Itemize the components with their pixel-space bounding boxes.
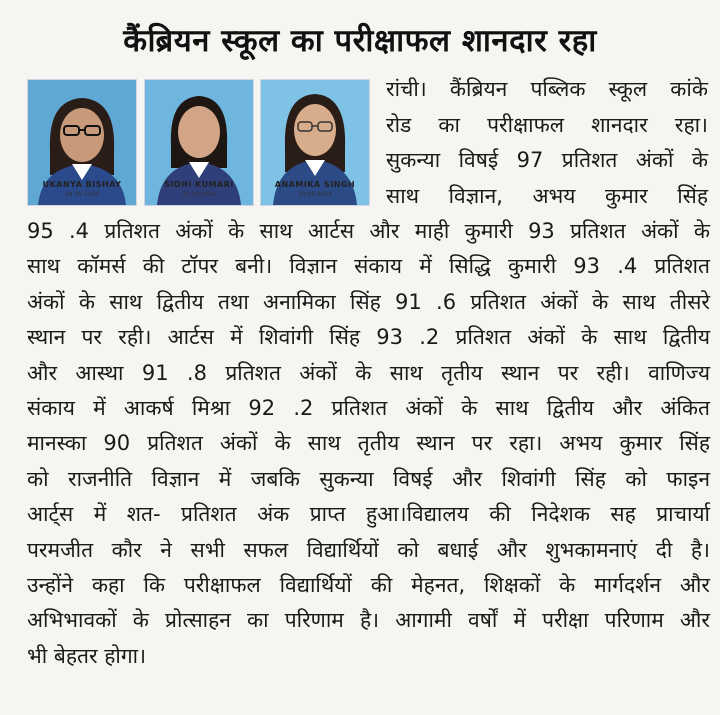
student-photo-3 <box>260 79 370 206</box>
intro-paragraph <box>386 72 708 214</box>
intro-line: रोड का परीक्षाफल शानदार रहा। <box>386 112 708 137</box>
student-photo-2 <box>144 79 254 206</box>
body-line: 95 .4 प्रतिशत अंकों के साथ आर्टस और माही कुमारी 93 प्रतिशत अंकों के <box>27 219 710 243</box>
headline: कैंब्रियन स्कूल का परीक्षाफल शानदार रहा <box>123 23 597 59</box>
body-line: संकाय में आकर्ष मिश्रा 92 .2 प्रतिशत अंकों के साथ द्वितीय और अंकित <box>27 396 710 421</box>
photo-date-2: 20.09.2024 <box>181 191 217 198</box>
body-line: मानस्का 90 प्रतिशत अंकों के साथ तृतीय स्थान पर रहा। अभय कुमार सिंह <box>27 431 710 456</box>
body-line: उन्होंने कहा कि परीक्षाफल विद्यार्थियों की मेहनत, शिक्षकों के मार्गदर्शन और <box>27 573 710 598</box>
photo-caption-2: SIDHI KUMARI <box>164 180 234 189</box>
body-line: अंकों के साथ द्वितीय तथा अनामिका सिंह 91 .6 प्रतिशत अंकों के साथ तीसरे <box>27 289 710 314</box>
photo-caption-1: UKANYA BISHAY <box>42 180 122 189</box>
photo-caption-3: ANAMIKA SINGH <box>274 180 356 189</box>
student-photos <box>27 79 377 204</box>
intro-line: साथ विज्ञान, अभय कुमार सिंह <box>386 183 708 208</box>
body-line: परमजीत कौर ने सभी सफल विद्यार्थियों को बधाई और शुभकामनाएं दी है। <box>27 537 710 562</box>
body-line: स्थान पर रही। आर्टस में शिवांगी सिंह 93 .2 प्रतिशत अंकों के साथ द्वितीय <box>27 325 710 350</box>
intro-line: सुकन्या विषई 97 प्रतिशत अंकों के <box>386 148 708 172</box>
photo-date-3: 20.09.2024 <box>297 191 333 198</box>
body-line: आर्ट्स में शत- प्रतिशत अंक प्राप्त हुआ।विद्यालय की निदेशक सह प्राचार्या <box>27 502 710 527</box>
photo-date-1: 20.09.2024 <box>64 191 100 198</box>
intro-line: रांची। कैंब्रियन पब्लिक स्कूल कांके <box>386 77 708 101</box>
body-line: अभिभावकों के प्रोत्साहन का परिणाम है। आगामी वर्षों में परीक्षा परिणाम और <box>27 608 710 633</box>
body-paragraph <box>27 214 710 674</box>
body-line: को राजनीति विज्ञान में जबकि सुकन्या विषई और शिवांगी सिंह को फाइन <box>27 466 710 491</box>
body-line: भी बेहतर होगा। <box>27 643 147 668</box>
body-line: साथ कॉमर्स की टॉपर बनी। विज्ञान संकाय में सिद्धि कुमारी 93 .4 प्रतिशत <box>27 254 710 279</box>
body-line: और आस्था 91 .8 प्रतिशत अंकों के साथ तृतीय स्थान पर रही। वाणिज्य <box>27 360 710 385</box>
student-photo-1 <box>27 79 137 206</box>
